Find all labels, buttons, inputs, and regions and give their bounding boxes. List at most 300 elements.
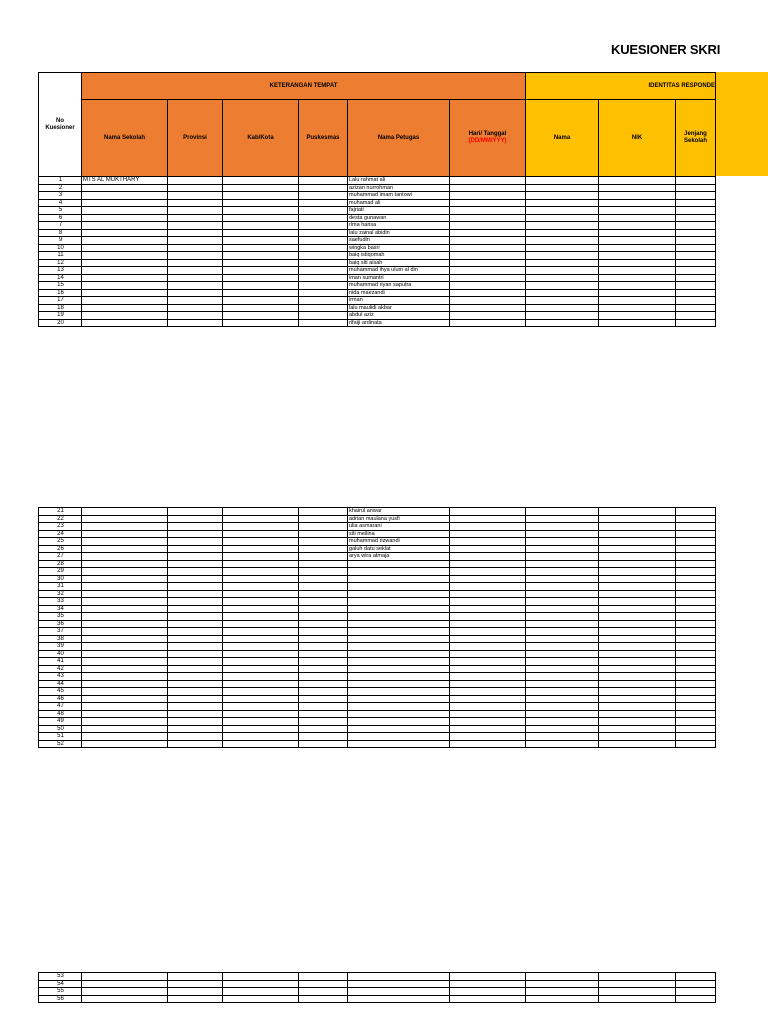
cell-nama-sekolah[interactable]	[82, 244, 168, 252]
cell-empty[interactable]	[676, 304, 716, 312]
cell-empty[interactable]	[526, 553, 599, 561]
cell-nama-sekolah[interactable]	[82, 192, 168, 200]
cell-nama-petugas[interactable]	[348, 673, 450, 681]
cell-empty[interactable]	[299, 237, 348, 245]
cell-empty[interactable]	[168, 515, 223, 523]
cell-empty[interactable]	[599, 214, 676, 222]
cell-nama-petugas[interactable]: lalu maulidi akbar	[348, 304, 450, 312]
cell-nama-sekolah[interactable]	[82, 598, 168, 606]
cell-nama-sekolah[interactable]	[82, 620, 168, 628]
cell-nama-petugas[interactable]: lalu zainal abidin	[348, 229, 450, 237]
cell-empty[interactable]	[676, 710, 716, 718]
cell-empty[interactable]	[599, 252, 676, 260]
cell-empty[interactable]	[450, 267, 526, 275]
cell-empty[interactable]	[450, 598, 526, 606]
cell-nama-petugas[interactable]: abdul aziz	[348, 312, 450, 320]
cell-no-kuesioner[interactable]: 39	[39, 643, 82, 651]
cell-nama-petugas[interactable]: irman	[348, 297, 450, 305]
cell-nama-sekolah[interactable]	[82, 673, 168, 681]
cell-nama-sekolah[interactable]	[82, 222, 168, 230]
cell-empty[interactable]	[168, 267, 223, 275]
cell-empty[interactable]	[168, 688, 223, 696]
cell-empty[interactable]	[223, 725, 299, 733]
cell-empty[interactable]	[526, 710, 599, 718]
cell-empty[interactable]	[168, 508, 223, 516]
cell-empty[interactable]	[168, 575, 223, 583]
cell-empty[interactable]	[450, 688, 526, 696]
cell-empty[interactable]	[599, 312, 676, 320]
cell-empty[interactable]	[223, 688, 299, 696]
cell-empty[interactable]	[299, 553, 348, 561]
cell-empty[interactable]	[223, 973, 299, 981]
cell-empty[interactable]	[223, 207, 299, 215]
cell-empty[interactable]	[450, 680, 526, 688]
cell-empty[interactable]	[223, 274, 299, 282]
cell-empty[interactable]	[676, 583, 716, 591]
cell-empty[interactable]	[168, 312, 223, 320]
cell-empty[interactable]	[223, 545, 299, 553]
cell-nama-petugas[interactable]: ulia asmarani	[348, 523, 450, 531]
cell-nama-petugas[interactable]: fajriati	[348, 207, 450, 215]
cell-empty[interactable]	[450, 523, 526, 531]
cell-empty[interactable]	[223, 980, 299, 988]
cell-empty[interactable]	[526, 598, 599, 606]
cell-empty[interactable]	[223, 650, 299, 658]
cell-empty[interactable]	[299, 725, 348, 733]
cell-empty[interactable]	[599, 718, 676, 726]
cell-empty[interactable]	[299, 530, 348, 538]
cell-empty[interactable]	[223, 177, 299, 185]
cell-nama-petugas[interactable]	[348, 590, 450, 598]
cell-empty[interactable]	[223, 665, 299, 673]
cell-empty[interactable]	[526, 214, 599, 222]
cell-empty[interactable]	[168, 259, 223, 267]
cell-empty[interactable]	[223, 199, 299, 207]
cell-no-kuesioner[interactable]: 56	[39, 995, 82, 1003]
cell-empty[interactable]	[168, 620, 223, 628]
cell-empty[interactable]	[168, 237, 223, 245]
cell-nama-petugas[interactable]	[348, 688, 450, 696]
cell-nama-petugas[interactable]	[348, 988, 450, 996]
cell-empty[interactable]	[599, 590, 676, 598]
cell-nama-petugas[interactable]: siti meilina	[348, 530, 450, 538]
cell-nama-sekolah[interactable]	[82, 274, 168, 282]
cell-empty[interactable]	[526, 568, 599, 576]
cell-empty[interactable]	[676, 703, 716, 711]
cell-empty[interactable]	[676, 553, 716, 561]
cell-empty[interactable]	[168, 658, 223, 666]
cell-empty[interactable]	[676, 274, 716, 282]
cell-empty[interactable]	[168, 297, 223, 305]
cell-empty[interactable]	[223, 568, 299, 576]
cell-empty[interactable]	[168, 680, 223, 688]
cell-empty[interactable]	[299, 508, 348, 516]
cell-empty[interactable]	[526, 988, 599, 996]
cell-nama-petugas[interactable]	[348, 628, 450, 636]
cell-empty[interactable]	[676, 297, 716, 305]
cell-empty[interactable]	[450, 718, 526, 726]
cell-empty[interactable]	[223, 515, 299, 523]
cell-empty[interactable]	[676, 988, 716, 996]
cell-empty[interactable]	[223, 628, 299, 636]
cell-empty[interactable]	[223, 222, 299, 230]
cell-empty[interactable]	[223, 214, 299, 222]
cell-empty[interactable]	[168, 304, 223, 312]
cell-empty[interactable]	[676, 222, 716, 230]
cell-empty[interactable]	[676, 695, 716, 703]
cell-nama-petugas[interactable]	[348, 740, 450, 748]
cell-no-kuesioner[interactable]: 14	[39, 274, 82, 282]
cell-nama-sekolah[interactable]	[82, 282, 168, 290]
cell-empty[interactable]	[676, 530, 716, 538]
cell-empty[interactable]	[299, 665, 348, 673]
cell-empty[interactable]	[526, 515, 599, 523]
cell-empty[interactable]	[599, 259, 676, 267]
cell-no-kuesioner[interactable]: 18	[39, 304, 82, 312]
cell-empty[interactable]	[676, 508, 716, 516]
cell-empty[interactable]	[526, 695, 599, 703]
cell-empty[interactable]	[450, 988, 526, 996]
cell-empty[interactable]	[599, 598, 676, 606]
cell-empty[interactable]	[450, 207, 526, 215]
cell-empty[interactable]	[299, 598, 348, 606]
cell-empty[interactable]	[299, 274, 348, 282]
cell-empty[interactable]	[299, 222, 348, 230]
cell-no-kuesioner[interactable]: 11	[39, 252, 82, 260]
cell-empty[interactable]	[676, 199, 716, 207]
cell-no-kuesioner[interactable]: 45	[39, 688, 82, 696]
cell-empty[interactable]	[299, 973, 348, 981]
cell-empty[interactable]	[599, 995, 676, 1003]
cell-empty[interactable]	[599, 703, 676, 711]
cell-empty[interactable]	[223, 297, 299, 305]
cell-empty[interactable]	[223, 237, 299, 245]
cell-no-kuesioner[interactable]: 26	[39, 545, 82, 553]
cell-no-kuesioner[interactable]: 23	[39, 523, 82, 531]
cell-empty[interactable]	[168, 590, 223, 598]
cell-empty[interactable]	[223, 733, 299, 741]
cell-empty[interactable]	[168, 568, 223, 576]
cell-empty[interactable]	[168, 177, 223, 185]
cell-nama-sekolah[interactable]	[82, 988, 168, 996]
cell-nama-petugas[interactable]: baiq istiqomah	[348, 252, 450, 260]
cell-nama-sekolah[interactable]	[82, 515, 168, 523]
cell-empty[interactable]	[676, 207, 716, 215]
cell-nama-petugas[interactable]	[348, 658, 450, 666]
cell-empty[interactable]	[526, 304, 599, 312]
cell-no-kuesioner[interactable]: 40	[39, 650, 82, 658]
cell-nama-sekolah[interactable]	[82, 312, 168, 320]
cell-nama-petugas[interactable]	[348, 575, 450, 583]
cell-empty[interactable]	[676, 319, 716, 327]
cell-empty[interactable]	[299, 995, 348, 1003]
cell-empty[interactable]	[168, 703, 223, 711]
cell-empty[interactable]	[168, 229, 223, 237]
cell-empty[interactable]	[450, 725, 526, 733]
cell-nama-sekolah[interactable]	[82, 695, 168, 703]
cell-empty[interactable]	[299, 538, 348, 546]
cell-no-kuesioner[interactable]: 9	[39, 237, 82, 245]
cell-empty[interactable]	[599, 229, 676, 237]
cell-no-kuesioner[interactable]: 48	[39, 710, 82, 718]
cell-no-kuesioner[interactable]: 41	[39, 658, 82, 666]
cell-empty[interactable]	[168, 192, 223, 200]
cell-empty[interactable]	[526, 252, 599, 260]
cell-nama-sekolah[interactable]	[82, 259, 168, 267]
cell-empty[interactable]	[526, 267, 599, 275]
cell-empty[interactable]	[450, 665, 526, 673]
cell-empty[interactable]	[676, 312, 716, 320]
cell-empty[interactable]	[599, 267, 676, 275]
cell-empty[interactable]	[168, 184, 223, 192]
cell-empty[interactable]	[450, 222, 526, 230]
cell-no-kuesioner[interactable]: 16	[39, 289, 82, 297]
cell-empty[interactable]	[223, 740, 299, 748]
cell-empty[interactable]	[223, 319, 299, 327]
cell-nama-sekolah[interactable]	[82, 718, 168, 726]
cell-empty[interactable]	[450, 583, 526, 591]
cell-nama-sekolah[interactable]	[82, 267, 168, 275]
cell-empty[interactable]	[299, 199, 348, 207]
cell-empty[interactable]	[599, 177, 676, 185]
cell-empty[interactable]	[676, 718, 716, 726]
cell-no-kuesioner[interactable]: 25	[39, 538, 82, 546]
cell-empty[interactable]	[599, 643, 676, 651]
cell-nama-petugas[interactable]: muhamad ali	[348, 199, 450, 207]
cell-empty[interactable]	[168, 274, 223, 282]
cell-nama-sekolah[interactable]	[82, 688, 168, 696]
cell-empty[interactable]	[168, 214, 223, 222]
cell-nama-petugas[interactable]	[348, 703, 450, 711]
cell-empty[interactable]	[450, 695, 526, 703]
cell-empty[interactable]	[450, 980, 526, 988]
cell-no-kuesioner[interactable]: 27	[39, 553, 82, 561]
cell-nama-petugas[interactable]	[348, 973, 450, 981]
cell-empty[interactable]	[450, 545, 526, 553]
cell-no-kuesioner[interactable]: 32	[39, 590, 82, 598]
cell-nama-sekolah[interactable]	[82, 297, 168, 305]
cell-no-kuesioner[interactable]: 50	[39, 725, 82, 733]
cell-empty[interactable]	[450, 508, 526, 516]
cell-empty[interactable]	[450, 673, 526, 681]
cell-empty[interactable]	[299, 695, 348, 703]
cell-empty[interactable]	[223, 244, 299, 252]
cell-empty[interactable]	[599, 244, 676, 252]
cell-empty[interactable]	[676, 598, 716, 606]
cell-empty[interactable]	[526, 530, 599, 538]
cell-empty[interactable]	[526, 274, 599, 282]
cell-nama-sekolah[interactable]	[82, 980, 168, 988]
cell-empty[interactable]	[676, 237, 716, 245]
cell-empty[interactable]	[599, 530, 676, 538]
cell-no-kuesioner[interactable]: 28	[39, 560, 82, 568]
cell-empty[interactable]	[599, 319, 676, 327]
cell-no-kuesioner[interactable]: 53	[39, 973, 82, 981]
cell-empty[interactable]	[450, 643, 526, 651]
cell-empty[interactable]	[168, 553, 223, 561]
cell-empty[interactable]	[526, 184, 599, 192]
cell-empty[interactable]	[168, 598, 223, 606]
cell-nama-petugas[interactable]	[348, 695, 450, 703]
cell-empty[interactable]	[450, 274, 526, 282]
cell-nama-sekolah[interactable]	[82, 575, 168, 583]
cell-nama-petugas[interactable]	[348, 583, 450, 591]
cell-empty[interactable]	[168, 725, 223, 733]
cell-empty[interactable]	[526, 229, 599, 237]
cell-empty[interactable]	[599, 575, 676, 583]
cell-empty[interactable]	[676, 177, 716, 185]
cell-nama-petugas[interactable]	[348, 568, 450, 576]
cell-no-kuesioner[interactable]: 15	[39, 282, 82, 290]
cell-empty[interactable]	[168, 718, 223, 726]
cell-empty[interactable]	[526, 192, 599, 200]
cell-empty[interactable]	[299, 613, 348, 621]
cell-empty[interactable]	[223, 583, 299, 591]
cell-empty[interactable]	[223, 635, 299, 643]
cell-empty[interactable]	[168, 319, 223, 327]
cell-empty[interactable]	[299, 319, 348, 327]
cell-empty[interactable]	[450, 733, 526, 741]
cell-empty[interactable]	[599, 980, 676, 988]
cell-nama-sekolah[interactable]	[82, 740, 168, 748]
cell-empty[interactable]	[526, 733, 599, 741]
cell-empty[interactable]	[450, 184, 526, 192]
cell-empty[interactable]	[599, 673, 676, 681]
cell-empty[interactable]	[599, 988, 676, 996]
cell-empty[interactable]	[526, 237, 599, 245]
cell-nama-sekolah[interactable]	[82, 605, 168, 613]
cell-nama-petugas[interactable]: rifaiji ardinata	[348, 319, 450, 327]
cell-empty[interactable]	[676, 523, 716, 531]
cell-nama-petugas[interactable]: baiq siti aisah	[348, 259, 450, 267]
cell-empty[interactable]	[676, 613, 716, 621]
cell-empty[interactable]	[168, 605, 223, 613]
cell-empty[interactable]	[223, 643, 299, 651]
cell-empty[interactable]	[299, 214, 348, 222]
cell-empty[interactable]	[450, 229, 526, 237]
cell-empty[interactable]	[299, 184, 348, 192]
cell-empty[interactable]	[526, 575, 599, 583]
cell-empty[interactable]	[299, 207, 348, 215]
cell-empty[interactable]	[450, 590, 526, 598]
cell-nama-petugas[interactable]	[348, 635, 450, 643]
cell-empty[interactable]	[526, 312, 599, 320]
cell-empty[interactable]	[599, 289, 676, 297]
cell-nama-sekolah[interactable]	[82, 538, 168, 546]
cell-no-kuesioner[interactable]: 22	[39, 515, 82, 523]
cell-empty[interactable]	[599, 665, 676, 673]
cell-no-kuesioner[interactable]: 34	[39, 605, 82, 613]
cell-no-kuesioner[interactable]: 33	[39, 598, 82, 606]
cell-empty[interactable]	[223, 538, 299, 546]
cell-empty[interactable]	[526, 703, 599, 711]
cell-empty[interactable]	[599, 207, 676, 215]
cell-empty[interactable]	[526, 199, 599, 207]
cell-empty[interactable]	[599, 695, 676, 703]
cell-empty[interactable]	[526, 613, 599, 621]
cell-empty[interactable]	[526, 244, 599, 252]
cell-nama-petugas[interactable]: muhammad ihya ulum al din	[348, 267, 450, 275]
cell-nama-sekolah[interactable]	[82, 650, 168, 658]
cell-empty[interactable]	[599, 605, 676, 613]
cell-nama-sekolah[interactable]	[82, 995, 168, 1003]
cell-empty[interactable]	[450, 297, 526, 305]
cell-empty[interactable]	[223, 680, 299, 688]
cell-empty[interactable]	[223, 710, 299, 718]
cell-empty[interactable]	[299, 312, 348, 320]
cell-empty[interactable]	[526, 673, 599, 681]
cell-nama-sekolah[interactable]	[82, 658, 168, 666]
cell-empty[interactable]	[526, 665, 599, 673]
cell-empty[interactable]	[676, 229, 716, 237]
cell-nama-sekolah[interactable]	[82, 703, 168, 711]
cell-empty[interactable]	[299, 229, 348, 237]
cell-empty[interactable]	[223, 508, 299, 516]
cell-empty[interactable]	[676, 658, 716, 666]
cell-empty[interactable]	[450, 515, 526, 523]
cell-empty[interactable]	[599, 583, 676, 591]
cell-nama-sekolah[interactable]	[82, 560, 168, 568]
cell-nama-petugas[interactable]: muhammad riyan saputra	[348, 282, 450, 290]
cell-empty[interactable]	[168, 207, 223, 215]
cell-nama-petugas[interactable]: adrian maulana yusfi	[348, 515, 450, 523]
cell-empty[interactable]	[450, 192, 526, 200]
cell-no-kuesioner[interactable]: 4	[39, 199, 82, 207]
cell-no-kuesioner[interactable]: 35	[39, 613, 82, 621]
cell-empty[interactable]	[223, 613, 299, 621]
cell-empty[interactable]	[526, 583, 599, 591]
cell-empty[interactable]	[223, 259, 299, 267]
cell-empty[interactable]	[599, 635, 676, 643]
cell-nama-sekolah[interactable]	[82, 319, 168, 327]
cell-empty[interactable]	[223, 252, 299, 260]
cell-nama-sekolah[interactable]	[82, 665, 168, 673]
cell-empty[interactable]	[168, 628, 223, 636]
cell-nama-petugas[interactable]	[348, 620, 450, 628]
cell-empty[interactable]	[676, 214, 716, 222]
cell-empty[interactable]	[599, 282, 676, 290]
cell-nama-sekolah[interactable]	[82, 680, 168, 688]
cell-empty[interactable]	[299, 259, 348, 267]
cell-no-kuesioner[interactable]: 37	[39, 628, 82, 636]
cell-nama-sekolah[interactable]	[82, 252, 168, 260]
cell-nama-petugas[interactable]	[348, 560, 450, 568]
cell-empty[interactable]	[450, 613, 526, 621]
cell-empty[interactable]	[450, 560, 526, 568]
cell-empty[interactable]	[450, 282, 526, 290]
cell-empty[interactable]	[599, 304, 676, 312]
cell-empty[interactable]	[450, 244, 526, 252]
cell-nama-petugas[interactable]: wingka basri	[348, 244, 450, 252]
cell-empty[interactable]	[526, 259, 599, 267]
cell-empty[interactable]	[676, 538, 716, 546]
cell-empty[interactable]	[168, 282, 223, 290]
cell-empty[interactable]	[299, 583, 348, 591]
cell-nama-sekolah[interactable]	[82, 207, 168, 215]
cell-empty[interactable]	[676, 680, 716, 688]
cell-empty[interactable]	[526, 319, 599, 327]
cell-empty[interactable]	[676, 575, 716, 583]
cell-empty[interactable]	[599, 688, 676, 696]
cell-empty[interactable]	[168, 289, 223, 297]
cell-empty[interactable]	[168, 973, 223, 981]
cell-empty[interactable]	[168, 252, 223, 260]
cell-empty[interactable]	[223, 184, 299, 192]
cell-empty[interactable]	[299, 740, 348, 748]
cell-empty[interactable]	[599, 620, 676, 628]
cell-nama-sekolah[interactable]	[82, 530, 168, 538]
cell-empty[interactable]	[168, 538, 223, 546]
